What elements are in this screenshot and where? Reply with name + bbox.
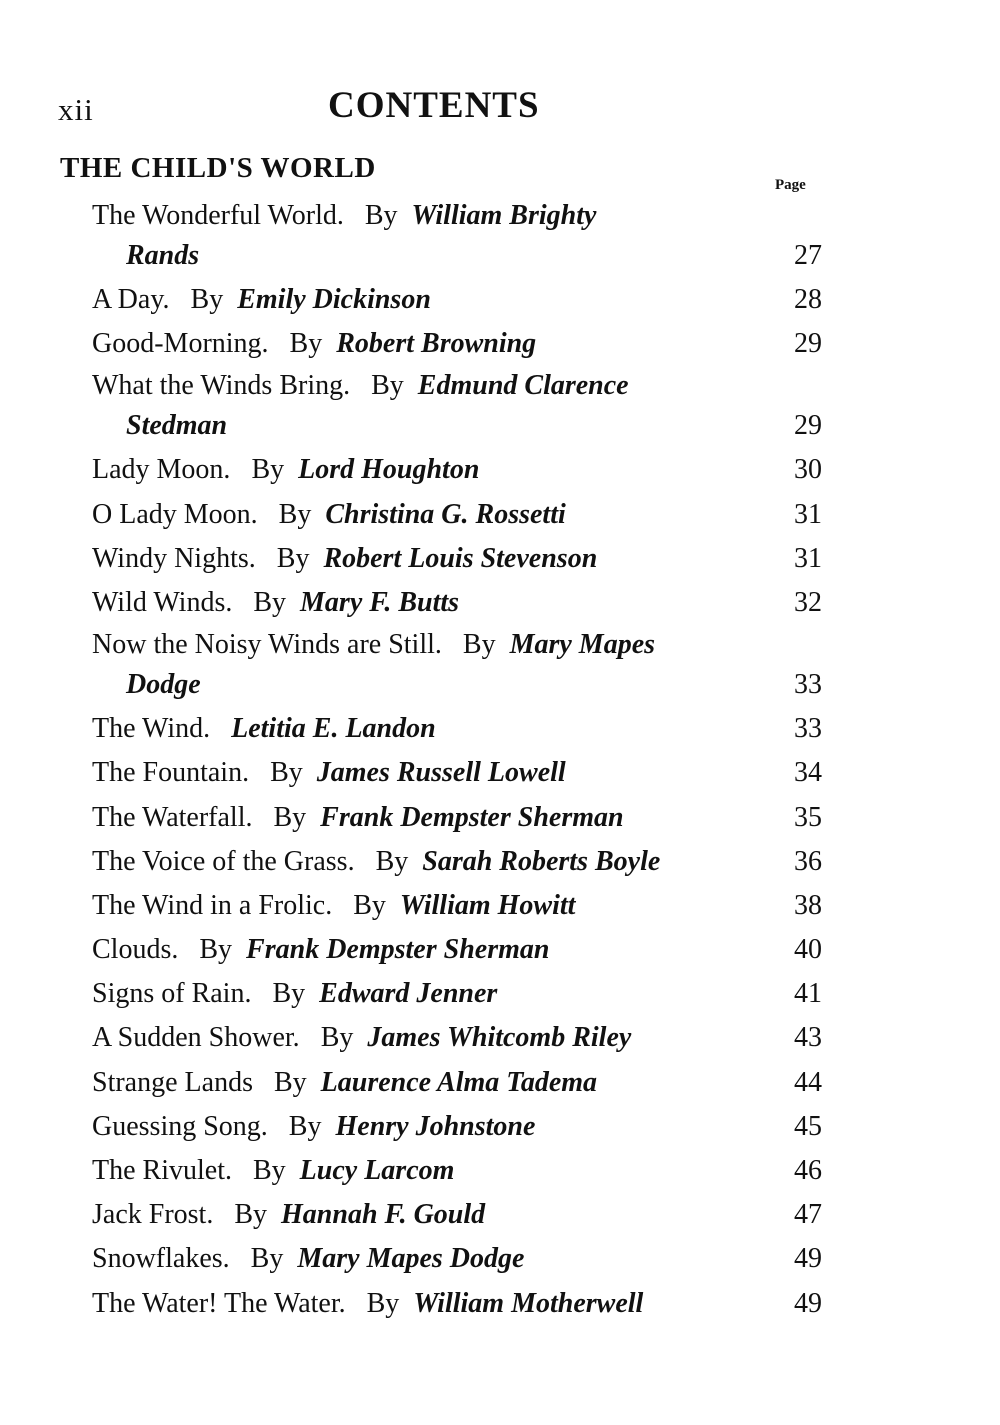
contents-entry	[0, 928, 1000, 972]
entry-title: Signs of Rain.	[92, 978, 252, 1010]
entry-title: Strange Lands	[92, 1066, 253, 1098]
contents-entry	[0, 884, 1000, 928]
entry-title: The Water! The Water.	[92, 1287, 346, 1319]
entry-by: By	[364, 200, 398, 231]
entry-line	[92, 625, 762, 665]
entry-text	[92, 707, 762, 751]
entry-page: 36	[794, 845, 822, 877]
contents-entry	[0, 581, 1000, 625]
page-title: CONTENTS	[328, 85, 540, 126]
page-column-label: Page	[775, 177, 806, 193]
entry-page: 40	[794, 934, 822, 966]
entry-page: 27	[794, 240, 822, 271]
entry-title: What the Winds Bring.	[92, 370, 351, 402]
entry-text	[92, 493, 762, 537]
entry-text	[92, 884, 762, 928]
entry-title: The Waterfall.	[92, 801, 253, 833]
entry-page: 33	[794, 669, 822, 701]
entry-author: Frank Dempster Sherman	[246, 934, 550, 966]
entry-page: 31	[794, 542, 822, 574]
entry-text	[92, 1016, 762, 1060]
entry-title: The Fountain.	[92, 757, 250, 789]
entry-author: Emily Dickinson	[237, 284, 431, 315]
entry-title: Guessing Song.	[92, 1110, 268, 1142]
entry-author: Edmund Clarence	[417, 370, 629, 402]
entry-title: Good-Morning.	[92, 328, 269, 360]
contents-entry	[0, 537, 1000, 581]
entry-text	[92, 1149, 762, 1193]
entry-author: Sarah Roberts Boyle	[422, 845, 661, 877]
entry-line	[92, 196, 762, 236]
entry-text	[92, 625, 762, 705]
entry-line	[92, 406, 762, 446]
contents-entry	[0, 840, 1000, 884]
entry-by: By	[320, 1022, 354, 1054]
contents-entry	[0, 1061, 1000, 1105]
entry-page: 49	[794, 1243, 822, 1275]
entry-page: 44	[794, 1066, 822, 1098]
entry-text	[92, 796, 762, 840]
contents-entry	[0, 1237, 1000, 1281]
contents-entry	[0, 1016, 1000, 1060]
entry-text	[92, 972, 762, 1016]
entry-by: By	[366, 1287, 400, 1319]
entry-page: 47	[794, 1199, 822, 1231]
entry-title: The Wind.	[92, 713, 211, 745]
contents-entry	[0, 1149, 1000, 1193]
contents-entry	[0, 972, 1000, 1016]
entry-text	[92, 196, 762, 276]
entry-author: Letitia E. Landon	[231, 713, 436, 745]
entry-text	[92, 1193, 762, 1237]
entry-by: By	[253, 586, 287, 618]
entry-title: The Rivulet.	[92, 1155, 232, 1186]
contents-entry	[0, 278, 1000, 322]
entry-title: Jack Frost.	[92, 1199, 214, 1231]
entry-by: By	[251, 454, 285, 486]
contents-entry	[0, 796, 1000, 840]
entry-author: Mary Mapes	[509, 629, 656, 661]
entry-line	[92, 665, 762, 705]
entry-text	[92, 928, 762, 972]
entry-text	[92, 278, 762, 322]
entry-by: By	[462, 629, 496, 661]
entry-author: James Russell Lowell	[316, 757, 566, 789]
entry-by: By	[250, 1243, 284, 1275]
entry-text	[92, 751, 762, 795]
entry-by: By	[375, 845, 409, 877]
section-title: THE CHILD'S WORLD	[60, 152, 376, 184]
entry-page: 35	[794, 801, 822, 833]
entry-author-continued: Stedman	[126, 410, 228, 442]
entry-by: By	[288, 1110, 322, 1142]
entry-page: 29	[794, 328, 822, 360]
entry-author: Christina G. Rossetti	[325, 498, 566, 530]
contents-entry	[0, 1193, 1000, 1237]
entry-line	[92, 366, 762, 406]
entry-by: By	[270, 757, 303, 789]
entry-text	[92, 1061, 762, 1105]
entry-author: Edward Jenner	[319, 978, 498, 1010]
contents-entry	[0, 1105, 1000, 1149]
entry-title: The Wonderful World.	[92, 200, 344, 231]
entry-by: By	[234, 1199, 268, 1231]
contents-entry	[0, 751, 1000, 795]
entry-title: The Wind in a Frolic.	[92, 889, 333, 921]
entry-page: 46	[794, 1155, 822, 1186]
entry-author: Henry Johnstone	[335, 1110, 536, 1142]
entry-text	[92, 1282, 762, 1326]
entry-text	[92, 840, 762, 884]
entry-page: 34	[794, 757, 822, 789]
entry-page: 32	[794, 586, 822, 618]
entry-text	[92, 581, 762, 625]
entry-title: A Day.	[92, 284, 170, 315]
entry-author: William Howitt	[399, 889, 576, 921]
entry-author: William Motherwell	[413, 1287, 644, 1319]
entry-title: A Sudden Shower.	[92, 1022, 300, 1054]
entry-author: James Whitcomb Riley	[367, 1022, 632, 1054]
entry-title: The Voice of the Grass.	[92, 845, 355, 877]
entry-title: O Lady Moon.	[92, 498, 258, 530]
entry-page: 41	[794, 978, 822, 1010]
contents-entry	[0, 1282, 1000, 1326]
entry-by: By	[252, 1155, 286, 1186]
contents-entry	[0, 707, 1000, 751]
entry-by: By	[273, 1066, 307, 1098]
page-number: xii	[58, 92, 94, 127]
entry-author: Laurence Alma Tadema	[320, 1066, 598, 1098]
entry-text	[92, 537, 762, 581]
entry-title: Lady Moon.	[92, 454, 231, 486]
entry-page: 38	[794, 889, 822, 921]
entry-text	[92, 1237, 762, 1281]
entry-author-continued: Rands	[126, 240, 200, 271]
contents-entry	[0, 366, 1000, 448]
contents-entry	[0, 448, 1000, 492]
entry-text	[92, 322, 762, 366]
entry-author: Mary F. Butts	[300, 586, 460, 618]
contents-entry	[0, 493, 1000, 537]
entry-line	[92, 236, 762, 276]
entry-page: 31	[794, 498, 822, 530]
contents-list	[0, 196, 1000, 1326]
entry-page: 29	[794, 410, 822, 442]
entry-text	[92, 448, 762, 492]
entry-page: 49	[794, 1287, 822, 1319]
contents-entry	[0, 322, 1000, 366]
entry-page: 30	[794, 454, 822, 486]
entry-author: Lord Houghton	[298, 454, 480, 486]
entry-author: Hannah F. Gould	[281, 1199, 486, 1231]
entry-by: By	[353, 889, 386, 921]
entry-title: Windy Nights.	[92, 542, 256, 574]
entry-page: 43	[794, 1022, 822, 1054]
entry-text	[92, 366, 762, 446]
entry-by: By	[190, 284, 224, 315]
entry-title: Snowflakes.	[92, 1243, 230, 1275]
entry-by: By	[278, 498, 312, 530]
entry-by: By	[371, 370, 404, 402]
contents-entry	[0, 625, 1000, 707]
entry-author: Mary Mapes Dodge	[297, 1243, 525, 1275]
entry-by: By	[199, 934, 233, 966]
entry-author-continued: Dodge	[126, 669, 201, 701]
entry-author: William Brighty	[411, 200, 597, 231]
contents-entry	[0, 196, 1000, 278]
entry-author: Lucy Larcom	[299, 1155, 455, 1186]
entry-title: Now the Noisy Winds are Still.	[92, 629, 442, 661]
entry-title: Clouds.	[92, 934, 179, 966]
entry-by: By	[276, 542, 310, 574]
entry-by: By	[273, 801, 307, 833]
entry-by: By	[272, 978, 306, 1010]
entry-page: 33	[794, 713, 822, 745]
entry-author: Robert Browning	[336, 328, 537, 360]
entry-text	[92, 1105, 762, 1149]
entry-author: Frank Dempster Sherman	[320, 801, 624, 833]
page-header	[58, 84, 818, 134]
entry-by: By	[289, 328, 323, 360]
entry-author: Robert Louis Stevenson	[323, 542, 598, 574]
entry-title: Wild Winds.	[92, 586, 233, 618]
entry-page: 45	[794, 1110, 822, 1142]
entry-page: 28	[794, 284, 822, 315]
